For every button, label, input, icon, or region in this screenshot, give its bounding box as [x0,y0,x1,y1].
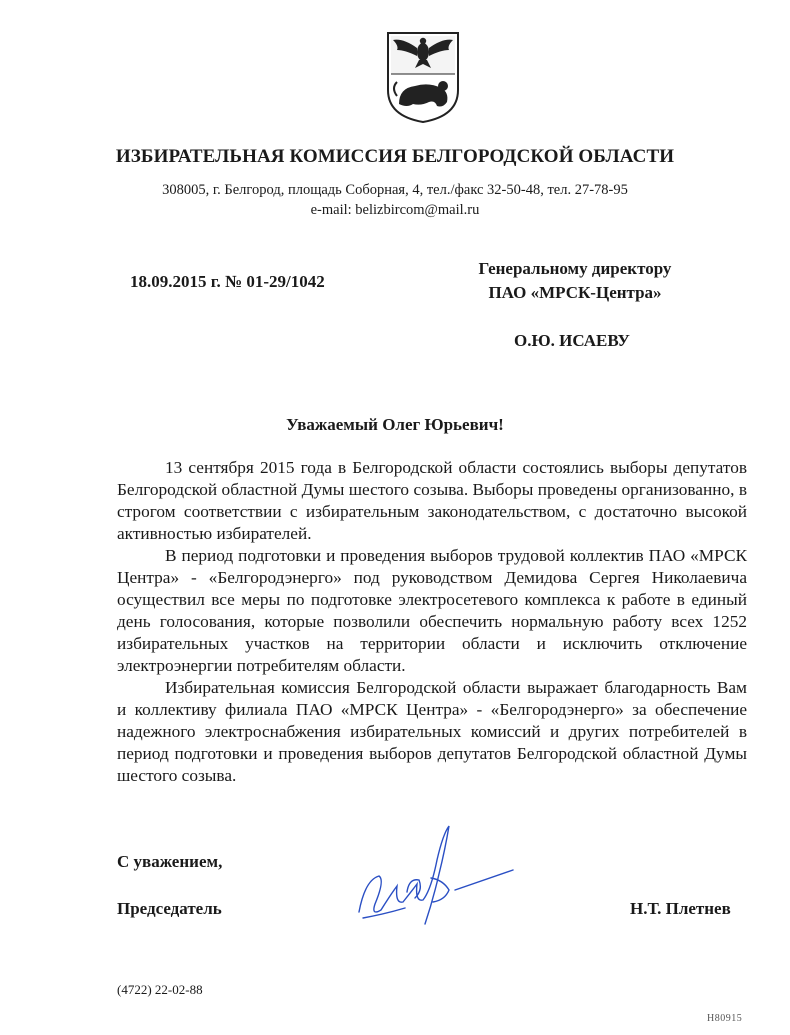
registration-stamp: Н80915 [707,1013,743,1024]
document-reference: 18.09.2015 г. № 01-29/1042 [130,272,325,291]
salutation: Уважаемый Олег Юрьевич! [286,415,504,434]
footer-phone: (4722) 22-02-88 [117,982,203,997]
addressee-position: Генеральному директору [478,259,672,278]
body-paragraph: В период подготовки и проведения выборов трудовой коллектив ПАО «МРСК Центра» - «Белгородэнерго» под руководством Демидова Сергея Николаевича осуществил все меры по подготовке электросетевого комплекса к работе в единый день голосования, которые позволили обеспечить нормальную работу всех 1252 избирательных участков на территории области и исключить отключение электроэнергии потребителям области. [117,546,747,675]
body-paragraph: Избирательная комиссия Белгородской области выражает благодарность Вам и коллективу филиала ПАО «МРСК Центра» - «Белгородэнерго» за обеспечение надежного электроснабжения избирательных комиссий и других потребителей в период подготовки и проведения выборов депутатов Белгородской областной Думы шестого созыва. [117,678,747,785]
body-paragraph: 13 сентября 2015 года в Белгородской области состоялись выборы депутатов Белгородской областной Думы шестого созыва. Выборы проведены организованно, в строгом соответствии с избирательным законодательством, с достаточно высокой активностью избирателей. [117,458,747,543]
signer-position: Председатель [117,899,222,918]
organization-email: e-mail: belizbircom@mail.ru [310,202,480,218]
letter-body [117,457,747,787]
closing-regards: С уважением, [117,852,223,871]
signer-name: Н.Т. Плетнев [630,899,731,918]
coat-of-arms-icon [385,30,461,124]
addressee-name: О.Ю. ИСАЕВУ [514,331,630,350]
addressee-company: ПАО «МРСК-Центра» [488,283,662,302]
organization-address: 308005, г. Белгород, площадь Соборная, 4, тел./факс 32-50-48, тел. 27-78-95 [162,182,628,198]
organization-title: ИЗБИРАТЕЛЬНАЯ КОМИССИЯ БЕЛГОРОДСКОЙ ОБЛАСТИ [115,146,675,167]
handwritten-signature-icon [345,820,515,940]
